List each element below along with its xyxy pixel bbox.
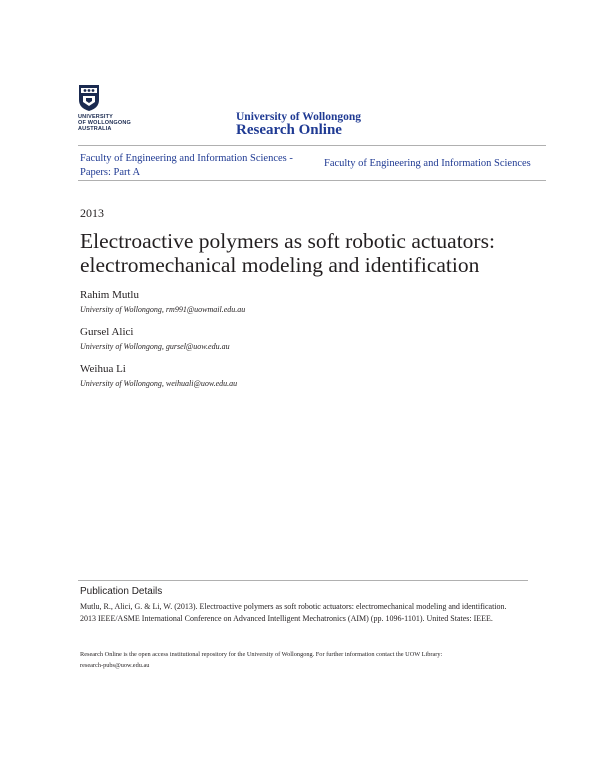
publication-line-1: Mutlu, R., Alici, G. & Li, W. (2013). Electroactive polymers as soft robotic actuators: electromechanical modeling and identification. [80, 602, 507, 611]
author-name-3[interactable]: Weihua Li [80, 363, 126, 375]
publication-details-heading: Publication Details [80, 586, 163, 597]
uow-crest-icon [78, 84, 100, 112]
author-email[interactable]: rm991@uowmail.edu.au [165, 305, 246, 314]
author-name-2[interactable]: Gursel Alici [80, 326, 134, 338]
author-affiliation-name: University of Wollongong [80, 305, 162, 314]
publication-divider [78, 580, 528, 581]
university-name-link[interactable]: University of Wollongong [236, 111, 362, 123]
author-affiliation-name: University of Wollongong [80, 379, 162, 388]
paper-title-line-1: Electroactive polymers as soft robotic actuators: [80, 229, 495, 253]
logo-wordmark [78, 114, 148, 132]
author-affiliation-1: University of Wollongong, rm991@uowmail.edu.au [80, 305, 246, 314]
university-logo[interactable] [78, 84, 148, 138]
publication-line-2: 2013 IEEE/ASME International Conference on Advanced Intelligent Mechatronics (AIM) (pp. 1096-1101). United States: IEEE. [80, 613, 493, 623]
author-email[interactable]: gursel@uow.edu.au [165, 342, 230, 351]
author-affiliation-2: University of Wollongong, gursel@uow.edu.au [80, 342, 230, 351]
logo-line-1: UNIVERSITY [78, 114, 114, 120]
author-email[interactable]: weihuali@uow.edu.au [165, 379, 238, 388]
footer-contact-email[interactable]: research-pubs@uow.edu.au [80, 661, 150, 669]
logo-line-2: OF WOLLONGONG [78, 120, 132, 126]
author-affiliation-3: University of Wollongong, weihuali@uow.edu.au [80, 379, 238, 388]
footer-line-1: Research Online is the open access institutional repository for the University of Wollongong. For further information contact the UOW Library: [80, 651, 443, 658]
logo-line-3: AUSTRALIA [78, 126, 112, 132]
header-divider-top [78, 145, 546, 146]
author-affiliation-name: University of Wollongong [80, 342, 162, 351]
publication-year: 2013 [80, 206, 104, 220]
research-online-link[interactable]: Research Online [236, 122, 342, 138]
paper-title-line-2: electromechanical modeling and identification [80, 253, 480, 277]
publication-details-text [80, 601, 530, 624]
paper-title [80, 229, 550, 277]
header-divider-bottom [78, 180, 546, 181]
repository-footer [80, 650, 520, 671]
author-name-1[interactable]: Rahim Mutlu [80, 289, 139, 301]
collection-link-faculty[interactable]: Faculty of Engineering and Information Sciences [324, 158, 531, 169]
collection-link-part-a[interactable]: Faculty of Engineering and Information Sciences - Papers: Part A [80, 153, 293, 178]
